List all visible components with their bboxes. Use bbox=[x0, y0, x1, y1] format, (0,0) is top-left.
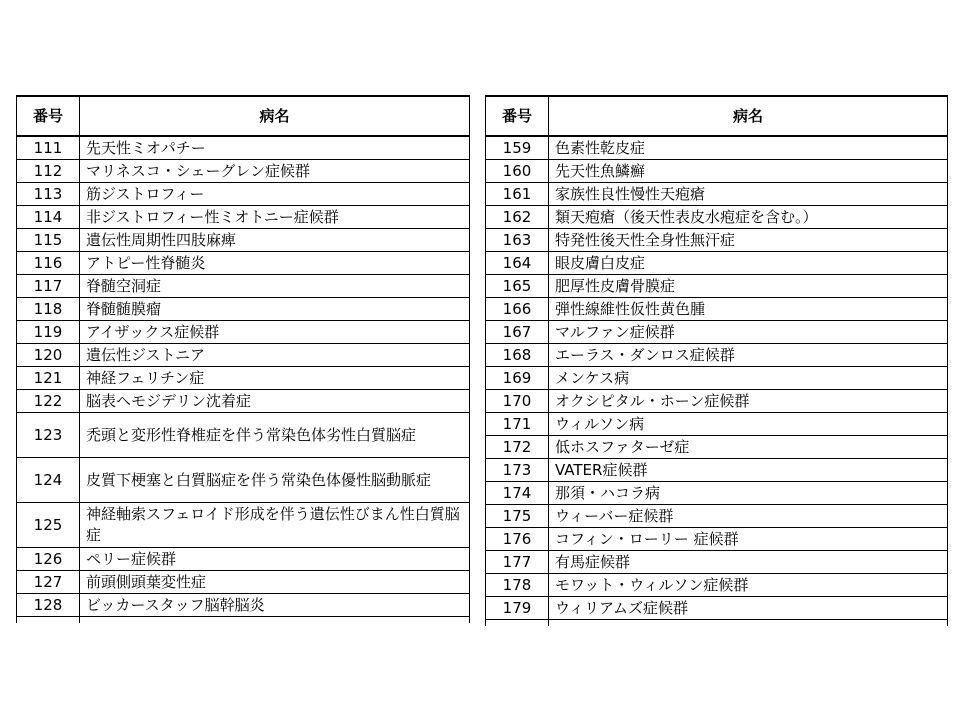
table-row bbox=[486, 275, 948, 298]
disease-number: 122 bbox=[17, 390, 80, 413]
disease-number: 116 bbox=[17, 252, 80, 275]
disease-number: 164 bbox=[486, 252, 549, 275]
disease-name: アイザックス症候群 bbox=[80, 321, 470, 344]
disease-name: オクシピタル・ホーン症候群 bbox=[549, 390, 948, 413]
table-row bbox=[486, 229, 948, 252]
disease-name: 眼皮膚白皮症 bbox=[549, 252, 948, 275]
table-row bbox=[17, 229, 470, 252]
table-row bbox=[486, 344, 948, 367]
disease-number: 169 bbox=[486, 367, 549, 390]
table-row-cutoff bbox=[486, 620, 948, 627]
disease-name: ウィーバー症候群 bbox=[549, 505, 948, 528]
disease-number: 159 bbox=[486, 136, 549, 160]
table-row bbox=[486, 160, 948, 183]
table-header-row bbox=[17, 96, 470, 136]
table-row bbox=[486, 482, 948, 505]
disease-number: 118 bbox=[17, 298, 80, 321]
number-column-header: 番号 bbox=[486, 96, 549, 136]
disease-name: ウィリアムズ症候群 bbox=[549, 597, 948, 620]
table-row bbox=[17, 390, 470, 413]
table-row bbox=[486, 206, 948, 229]
disease-number: 167 bbox=[486, 321, 549, 344]
table-row bbox=[486, 459, 948, 482]
disease-number: 114 bbox=[17, 206, 80, 229]
disease-name: VATER症候群 bbox=[549, 459, 948, 482]
disease-number: 172 bbox=[486, 436, 549, 459]
table-row bbox=[17, 160, 470, 183]
disease-name: 神経フェリチン症 bbox=[80, 367, 470, 390]
disease-name: ウィルソン病 bbox=[549, 413, 948, 436]
table-row bbox=[486, 436, 948, 459]
disease-number: 162 bbox=[486, 206, 549, 229]
disease-table-right bbox=[485, 95, 948, 626]
disease-name: メンケス病 bbox=[549, 367, 948, 390]
disease-name: 色素性乾皮症 bbox=[549, 136, 948, 160]
disease-number: 168 bbox=[486, 344, 549, 367]
disease-name: 先天性魚鱗癬 bbox=[549, 160, 948, 183]
disease-name: 脊髄空洞症 bbox=[80, 275, 470, 298]
name-column-header: 病名 bbox=[80, 96, 470, 136]
disease-name: 脳表ヘモジデリン沈着症 bbox=[80, 390, 470, 413]
disease-name: 低ホスファターゼ症 bbox=[549, 436, 948, 459]
disease-name: 先天性ミオパチー bbox=[80, 136, 470, 160]
disease-number: 165 bbox=[486, 275, 549, 298]
disease-name: コフィン・ローリー 症候群 bbox=[549, 528, 948, 551]
disease-number: 126 bbox=[17, 548, 80, 571]
disease-name: 類天疱瘡（後天性表皮水疱症を含む。） bbox=[549, 206, 948, 229]
table-row bbox=[17, 367, 470, 390]
disease-table-left bbox=[16, 95, 470, 623]
disease-number: 124 bbox=[17, 458, 80, 503]
disease-name: 弾性線維性仮性黄色腫 bbox=[549, 298, 948, 321]
disease-number: 120 bbox=[17, 344, 80, 367]
table-row bbox=[486, 597, 948, 620]
disease-number: 115 bbox=[17, 229, 80, 252]
disease-name: ビッカースタッフ脳幹脳炎 bbox=[80, 594, 470, 617]
table-row bbox=[17, 413, 470, 458]
disease-number: 170 bbox=[486, 390, 549, 413]
table-header-row bbox=[486, 96, 948, 136]
table-row bbox=[17, 503, 470, 548]
table-row bbox=[17, 571, 470, 594]
disease-name: 神経軸索スフェロイド形成を伴う遺伝性びまん性白質脳症 bbox=[80, 503, 470, 548]
disease-name: アトピー性脊髄炎 bbox=[80, 252, 470, 275]
disease-name: 遺伝性周期性四肢麻痺 bbox=[80, 229, 470, 252]
table-row bbox=[17, 275, 470, 298]
disease-number: 178 bbox=[486, 574, 549, 597]
table-row bbox=[486, 367, 948, 390]
disease-number: 179 bbox=[486, 597, 549, 620]
disease-number: 117 bbox=[17, 275, 80, 298]
table-row bbox=[17, 321, 470, 344]
disease-name: 非ジストロフィー性ミオトニー症候群 bbox=[80, 206, 470, 229]
disease-name: ペリー症候群 bbox=[80, 548, 470, 571]
table-row bbox=[17, 344, 470, 367]
disease-name: 家族性良性慢性天疱瘡 bbox=[549, 183, 948, 206]
disease-number: 127 bbox=[17, 571, 80, 594]
table-row bbox=[486, 321, 948, 344]
table-row bbox=[486, 298, 948, 321]
table-row bbox=[486, 505, 948, 528]
disease-number: 176 bbox=[486, 528, 549, 551]
disease-name: 肥厚性皮膚骨膜症 bbox=[549, 275, 948, 298]
disease-name: エーラス・ダンロス症候群 bbox=[549, 344, 948, 367]
disease-name: マルファン症候群 bbox=[549, 321, 948, 344]
disease-number: 174 bbox=[486, 482, 549, 505]
disease-name: 皮質下梗塞と白質脳症を伴う常染色体優性脳動脈症 bbox=[80, 458, 470, 503]
table-row bbox=[486, 136, 948, 160]
disease-number: 163 bbox=[486, 229, 549, 252]
disease-number: 125 bbox=[17, 503, 80, 548]
disease-number: 160 bbox=[486, 160, 549, 183]
disease-name: 那須・ハコラ病 bbox=[549, 482, 948, 505]
table-row bbox=[486, 183, 948, 206]
table-row bbox=[486, 413, 948, 436]
disease-name: 前頭側頭葉変性症 bbox=[80, 571, 470, 594]
table-row bbox=[17, 548, 470, 571]
disease-number: 161 bbox=[486, 183, 549, 206]
number-column-header: 番号 bbox=[17, 96, 80, 136]
disease-number: 175 bbox=[486, 505, 549, 528]
disease-name: 筋ジストロフィー bbox=[80, 183, 470, 206]
table-row bbox=[17, 594, 470, 617]
table-row bbox=[17, 136, 470, 160]
table-row bbox=[486, 574, 948, 597]
disease-name: 禿頭と変形性脊椎症を伴う常染色体劣性白質脳症 bbox=[80, 413, 470, 458]
table-row bbox=[17, 206, 470, 229]
disease-number: 173 bbox=[486, 459, 549, 482]
disease-number: 123 bbox=[17, 413, 80, 458]
table-row bbox=[17, 458, 470, 503]
disease-name: モワット・ウィルソン症候群 bbox=[549, 574, 948, 597]
disease-number: 112 bbox=[17, 160, 80, 183]
table-row-cutoff bbox=[17, 617, 470, 624]
name-column-header: 病名 bbox=[549, 96, 948, 136]
table-row bbox=[486, 551, 948, 574]
disease-number: 166 bbox=[486, 298, 549, 321]
table-row bbox=[17, 298, 470, 321]
table-row bbox=[17, 183, 470, 206]
disease-name: マリネスコ・シェーグレン症候群 bbox=[80, 160, 470, 183]
disease-number: 113 bbox=[17, 183, 80, 206]
disease-name: 特発性後天性全身性無汗症 bbox=[549, 229, 948, 252]
disease-name: 有馬症候群 bbox=[549, 551, 948, 574]
disease-name: 遺伝性ジストニア bbox=[80, 344, 470, 367]
disease-number: 119 bbox=[17, 321, 80, 344]
disease-number: 121 bbox=[17, 367, 80, 390]
disease-number: 177 bbox=[486, 551, 549, 574]
disease-number: 111 bbox=[17, 136, 80, 160]
table-row bbox=[486, 390, 948, 413]
disease-name: 脊髄髄膜瘤 bbox=[80, 298, 470, 321]
table-row bbox=[486, 528, 948, 551]
disease-number: 171 bbox=[486, 413, 549, 436]
table-row bbox=[17, 252, 470, 275]
disease-number: 128 bbox=[17, 594, 80, 617]
table-row bbox=[486, 252, 948, 275]
